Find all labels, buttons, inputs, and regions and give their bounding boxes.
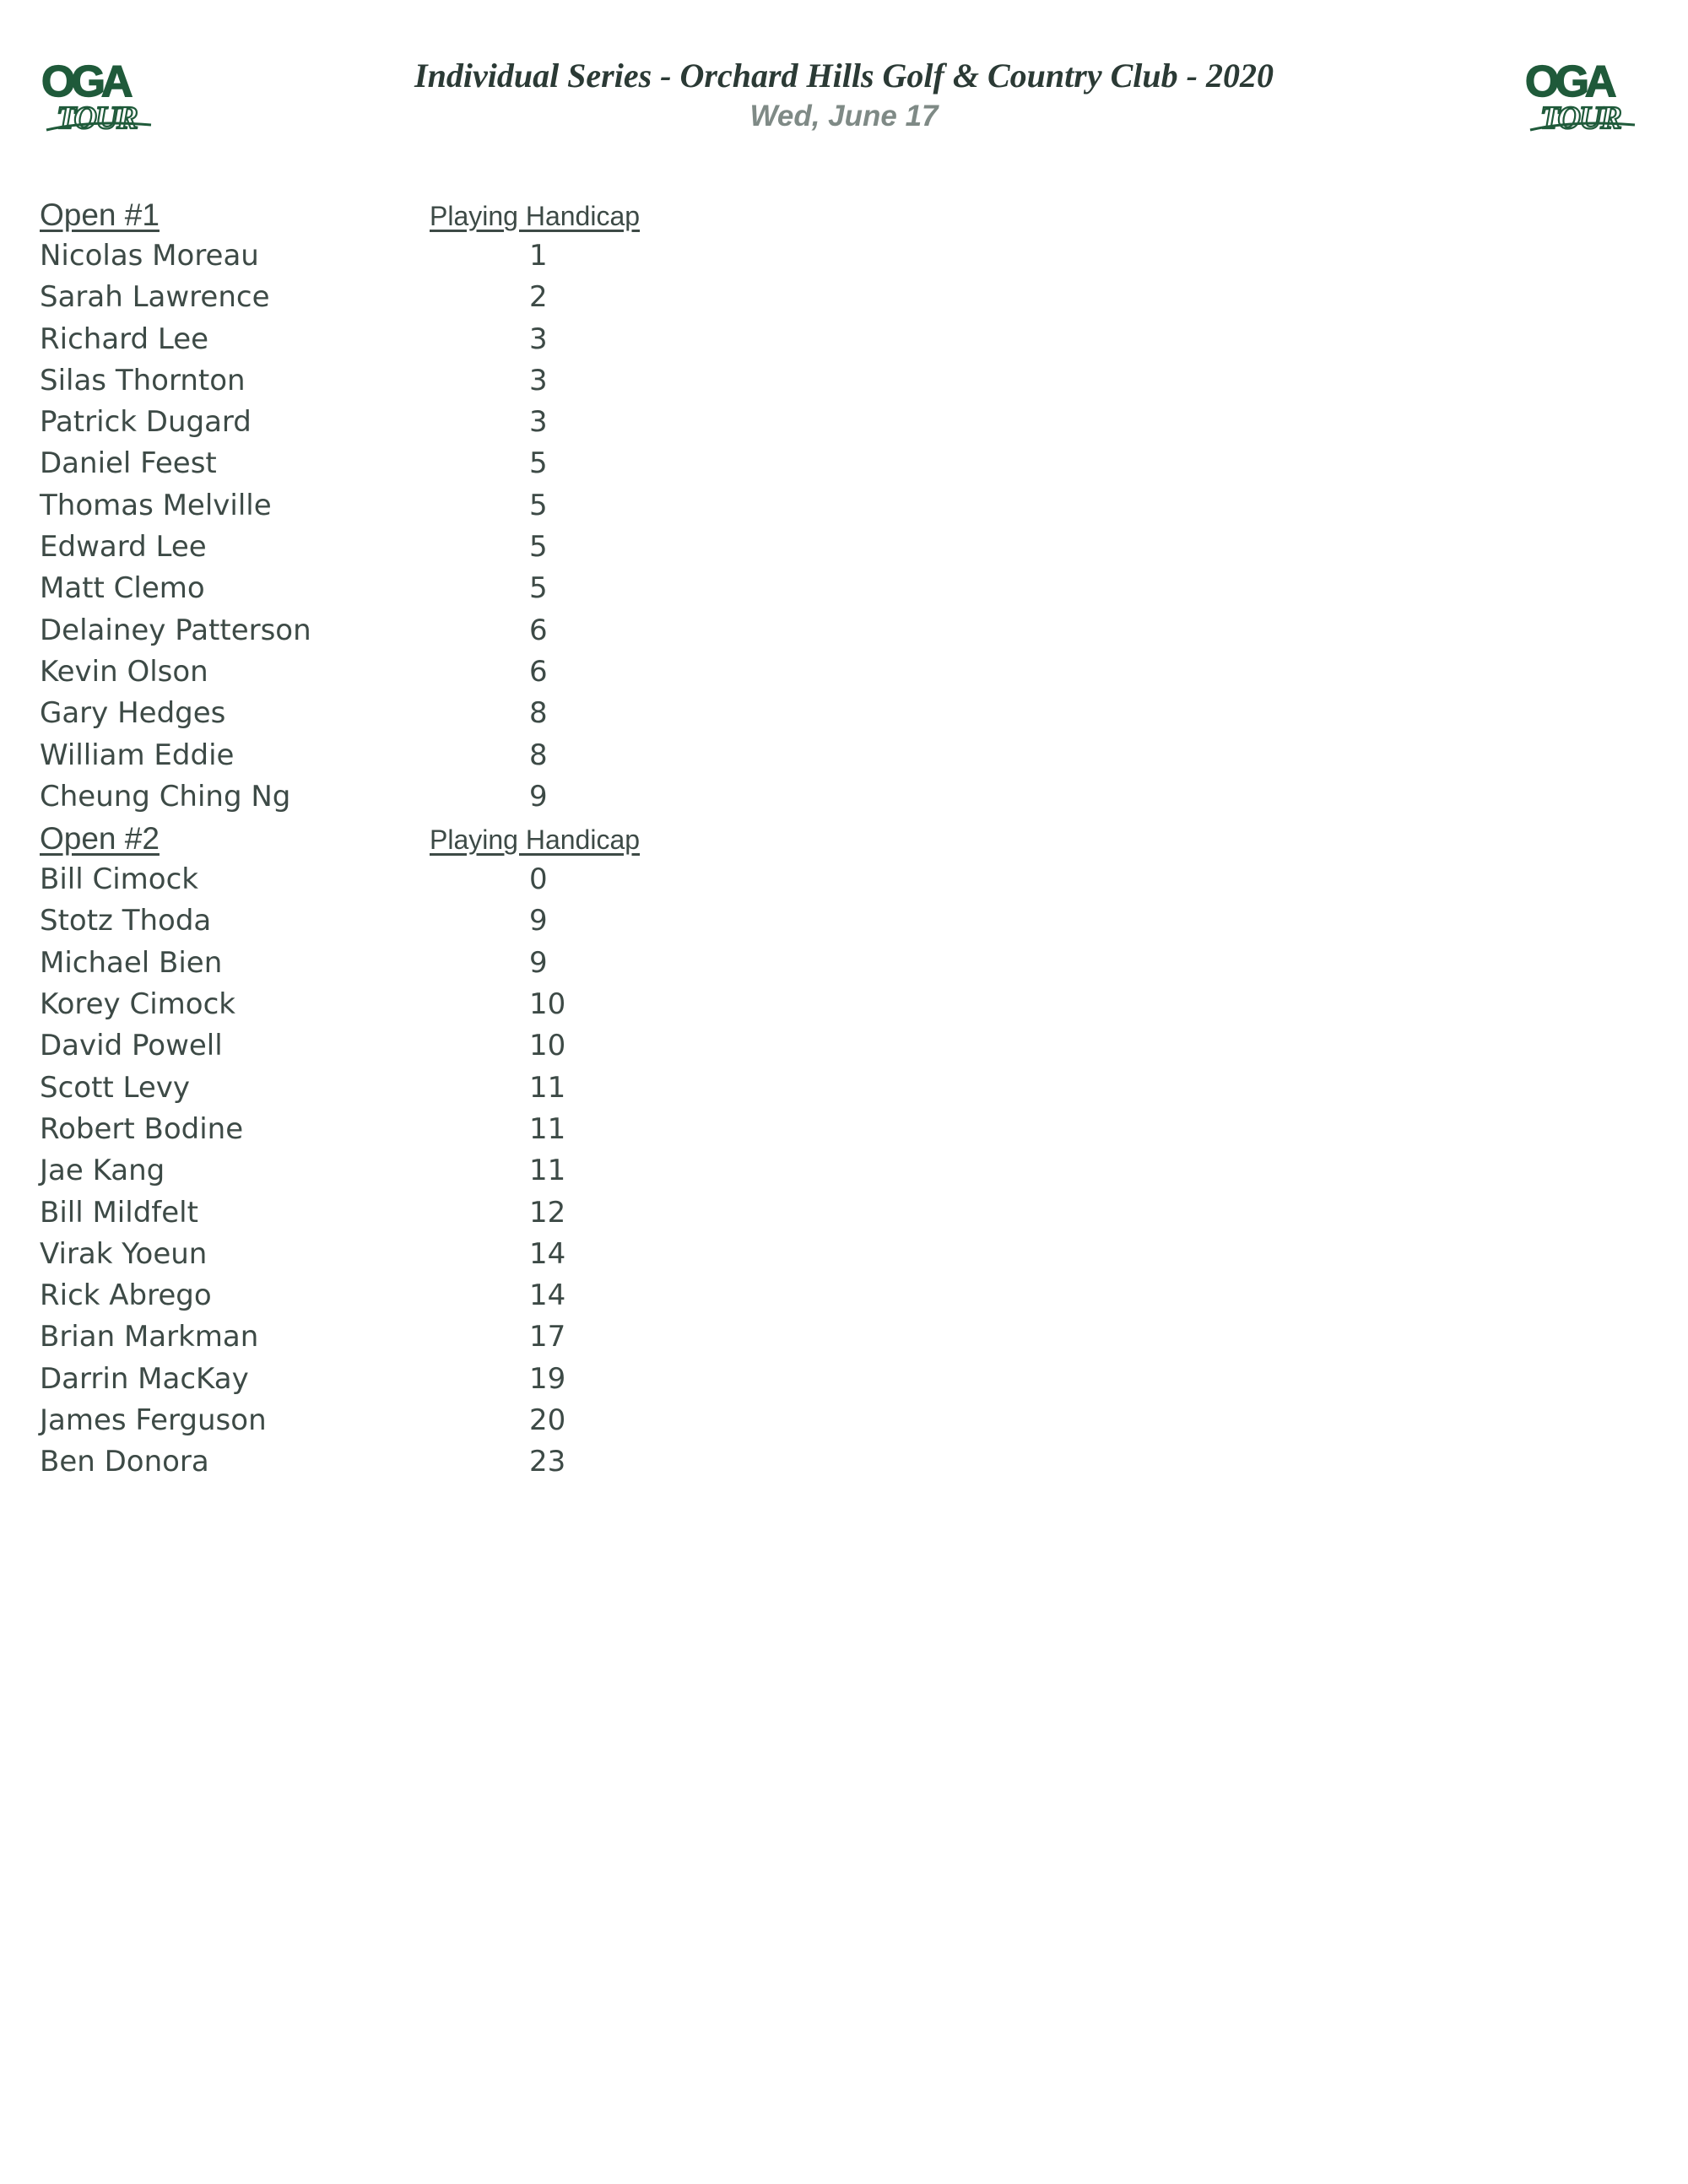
player-row bbox=[40, 237, 715, 278]
player-handicap: 9 bbox=[529, 904, 548, 938]
flight-header bbox=[40, 819, 715, 861]
player-handicap: 3 bbox=[529, 405, 548, 440]
player-handicap: 1 bbox=[529, 239, 548, 273]
player-handicap: 11 bbox=[529, 1070, 566, 1105]
player-name: Delainey Patterson bbox=[40, 613, 311, 647]
logo-text-top: OGA bbox=[1525, 57, 1613, 106]
player-handicap: 2 bbox=[529, 280, 548, 315]
player-name: Sarah Lawrence bbox=[40, 280, 270, 315]
player-name: Cheung Ching Ng bbox=[40, 779, 291, 814]
player-name: Scott Levy bbox=[40, 1070, 191, 1105]
player-row bbox=[40, 653, 715, 695]
flight-name: Open #1 bbox=[40, 197, 160, 232]
player-row bbox=[40, 1152, 715, 1193]
oga-tour-logo bbox=[1523, 57, 1638, 135]
player-row bbox=[40, 902, 715, 943]
player-name: Nicolas Moreau bbox=[40, 239, 259, 273]
player-row bbox=[40, 861, 715, 902]
player-name: Edward Lee bbox=[40, 530, 207, 565]
player-handicap: 5 bbox=[529, 530, 548, 565]
player-name: Silas Thornton bbox=[40, 363, 246, 397]
player-row bbox=[40, 695, 715, 736]
player-name: Richard Lee bbox=[40, 322, 209, 356]
player-handicap: 12 bbox=[529, 1195, 566, 1230]
player-row bbox=[40, 1277, 715, 1318]
player-name: Robert Bodine bbox=[40, 1111, 244, 1146]
page-title: Individual Series - Orchard Hills Golf & Country Club - 2020 bbox=[414, 57, 1274, 95]
player-name: Darrin MacKay bbox=[40, 1361, 249, 1396]
player-row bbox=[40, 403, 715, 445]
player-name: Rick Abrego bbox=[40, 1279, 212, 1313]
player-row bbox=[40, 321, 715, 362]
player-name: Stotz Thoda bbox=[40, 904, 212, 938]
player-row bbox=[40, 278, 715, 320]
player-row bbox=[40, 737, 715, 778]
logo-text-top: OGA bbox=[41, 57, 129, 106]
event-date: Wed, June 17 bbox=[749, 100, 939, 132]
player-name: Bill Cimock bbox=[40, 862, 198, 897]
player-handicap: 11 bbox=[529, 1154, 566, 1188]
flight-header bbox=[40, 196, 715, 237]
player-handicap: 10 bbox=[529, 1029, 566, 1063]
player-name: Daniel Feest bbox=[40, 446, 217, 481]
player-name: Korey Cimock bbox=[40, 987, 235, 1022]
player-name: James Ferguson bbox=[40, 1403, 267, 1438]
player-row bbox=[40, 778, 715, 819]
player-name: Gary Hedges bbox=[40, 696, 226, 731]
player-handicap: 20 bbox=[529, 1403, 566, 1438]
player-row bbox=[40, 362, 715, 403]
logo-text-bottom: TOUR bbox=[1540, 100, 1620, 135]
playing-handicap-header: Playing Handicap bbox=[430, 201, 641, 231]
player-row bbox=[40, 1402, 715, 1443]
player-handicap: 14 bbox=[529, 1236, 566, 1271]
player-roster bbox=[40, 196, 715, 1485]
player-handicap: 8 bbox=[529, 696, 548, 731]
player-handicap: 9 bbox=[529, 779, 548, 814]
player-name: Ben Donora bbox=[40, 1445, 209, 1479]
player-row bbox=[40, 986, 715, 1027]
player-handicap: 9 bbox=[529, 945, 548, 980]
player-name: Virak Yoeun bbox=[40, 1236, 208, 1271]
playing-handicap-header: Playing Handicap bbox=[430, 824, 641, 856]
player-handicap: 0 bbox=[529, 862, 548, 897]
player-row bbox=[40, 1318, 715, 1360]
player-row bbox=[40, 1443, 715, 1484]
player-name: Michael Bien bbox=[40, 945, 223, 980]
player-name: Patrick Dugard bbox=[40, 405, 252, 440]
player-handicap: 17 bbox=[529, 1320, 566, 1354]
player-row bbox=[40, 1360, 715, 1402]
page-header bbox=[0, 0, 1688, 160]
player-name: William Eddie bbox=[40, 738, 235, 772]
player-name: David Powell bbox=[40, 1029, 223, 1063]
player-handicap: 5 bbox=[529, 446, 548, 481]
player-handicap: 14 bbox=[529, 1279, 566, 1313]
player-row bbox=[40, 1069, 715, 1111]
player-handicap: 3 bbox=[529, 322, 548, 356]
player-row bbox=[40, 1027, 715, 1068]
player-handicap: 5 bbox=[529, 488, 548, 522]
player-row bbox=[40, 612, 715, 653]
player-handicap: 23 bbox=[529, 1445, 566, 1479]
player-name: Brian Markman bbox=[40, 1320, 259, 1354]
player-handicap: 3 bbox=[529, 363, 548, 397]
player-row bbox=[40, 944, 715, 986]
player-name: Matt Clemo bbox=[40, 571, 205, 606]
player-name: Bill Mildfelt bbox=[40, 1195, 198, 1230]
player-row bbox=[40, 1235, 715, 1277]
logo-text-bottom: TOUR bbox=[57, 100, 137, 135]
player-row bbox=[40, 1194, 715, 1235]
player-row bbox=[40, 570, 715, 611]
player-handicap: 11 bbox=[529, 1111, 566, 1146]
player-name: Kevin Olson bbox=[40, 654, 208, 689]
player-name: Jae Kang bbox=[40, 1154, 165, 1188]
flight-name: Open #2 bbox=[40, 821, 160, 857]
player-handicap: 6 bbox=[529, 654, 548, 689]
player-row bbox=[40, 1111, 715, 1152]
player-row bbox=[40, 445, 715, 486]
player-handicap: 6 bbox=[529, 613, 548, 647]
player-row bbox=[40, 528, 715, 570]
player-handicap: 8 bbox=[529, 738, 548, 772]
player-handicap: 5 bbox=[529, 571, 548, 606]
player-handicap: 19 bbox=[529, 1361, 566, 1396]
player-row bbox=[40, 487, 715, 528]
player-name: Thomas Melville bbox=[40, 488, 272, 522]
player-handicap: 10 bbox=[529, 987, 566, 1022]
